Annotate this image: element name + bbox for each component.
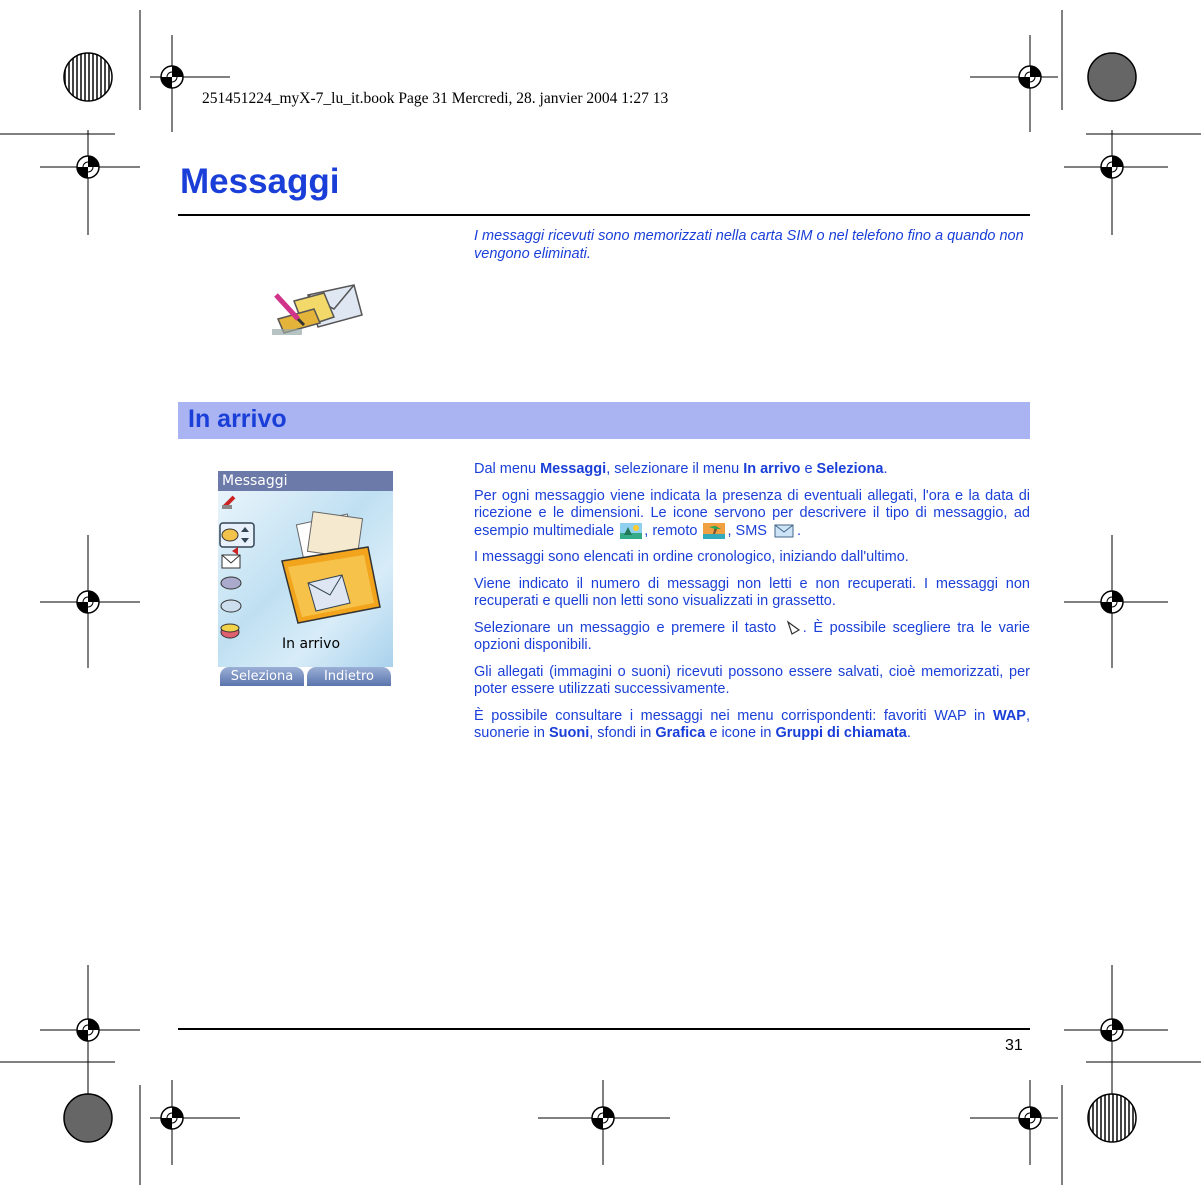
print-header: 251451224_myX-7_lu_it.book Page 31 Mercredi, 28. janvier 2004 1:27 13 (202, 90, 669, 107)
messages-icon (268, 275, 364, 343)
menu-key-icon (785, 620, 801, 636)
paragraph-2: Per ogni messaggio viene indicata la presenza di eventuali allegati, l'ora e la data di ricezione e le dimensioni. Le icone servono per descrivere il tipo di messaggio, ad esempio multimediale , remoto , SMS . (474, 487, 1030, 539)
softkey-select: Seleziona (220, 667, 304, 686)
multimedia-message-icon (620, 523, 642, 539)
section-title: In arrivo (188, 405, 287, 433)
section-body (474, 461, 1030, 752)
write-icon (222, 497, 234, 509)
paragraph-1: Dal menu Messaggi, selezionare il menu In arrivo e Seleziona. (474, 461, 888, 477)
title-rule (178, 214, 1030, 216)
paragraph-6: Gli allegati (immagini o suoni) ricevuti possono essere salvati, cioè memorizzati, per poter essere utilizzati successivamente. (474, 663, 1030, 697)
section-bar (178, 402, 1030, 439)
phone-screen-label: In arrivo (282, 636, 341, 652)
paragraph-5: Selezionare un messaggio e premere il tasto . È possibile scegliere tra le varie opzioni disponibili. (474, 619, 1030, 653)
paragraph-7: È possibile consultare i messaggi nei menu corrispondenti: favoriti WAP in WAP, suonerie in Suoni, sfondi in Grafica e icone in Gruppi di chiamata. (474, 707, 1030, 741)
phone-screen-title: Messaggi (218, 471, 393, 491)
page-number: 31 (1005, 1037, 1023, 1054)
phone-screen-body (218, 491, 393, 667)
footer-rule (178, 1028, 1030, 1030)
phone-screen (218, 471, 393, 686)
paragraph-3: I messaggi sono elencati in ordine cronologico, iniziando dall'ultimo. (474, 549, 909, 565)
page-title: Messaggi (180, 162, 340, 201)
paragraph-4: Viene indicato il numero di messaggi non letti e non recuperati. I messaggi non recuperati e quelli non letti sono visualizzati in grassetto. (474, 575, 1030, 609)
softkey-back: Indietro (307, 667, 391, 686)
intro-text: I messaggi ricevuti sono memorizzati nella carta SIM o nel telefono fino a quando non vengono eliminati. (474, 228, 1024, 262)
remote-message-icon (703, 523, 725, 539)
sms-icon (773, 523, 795, 539)
